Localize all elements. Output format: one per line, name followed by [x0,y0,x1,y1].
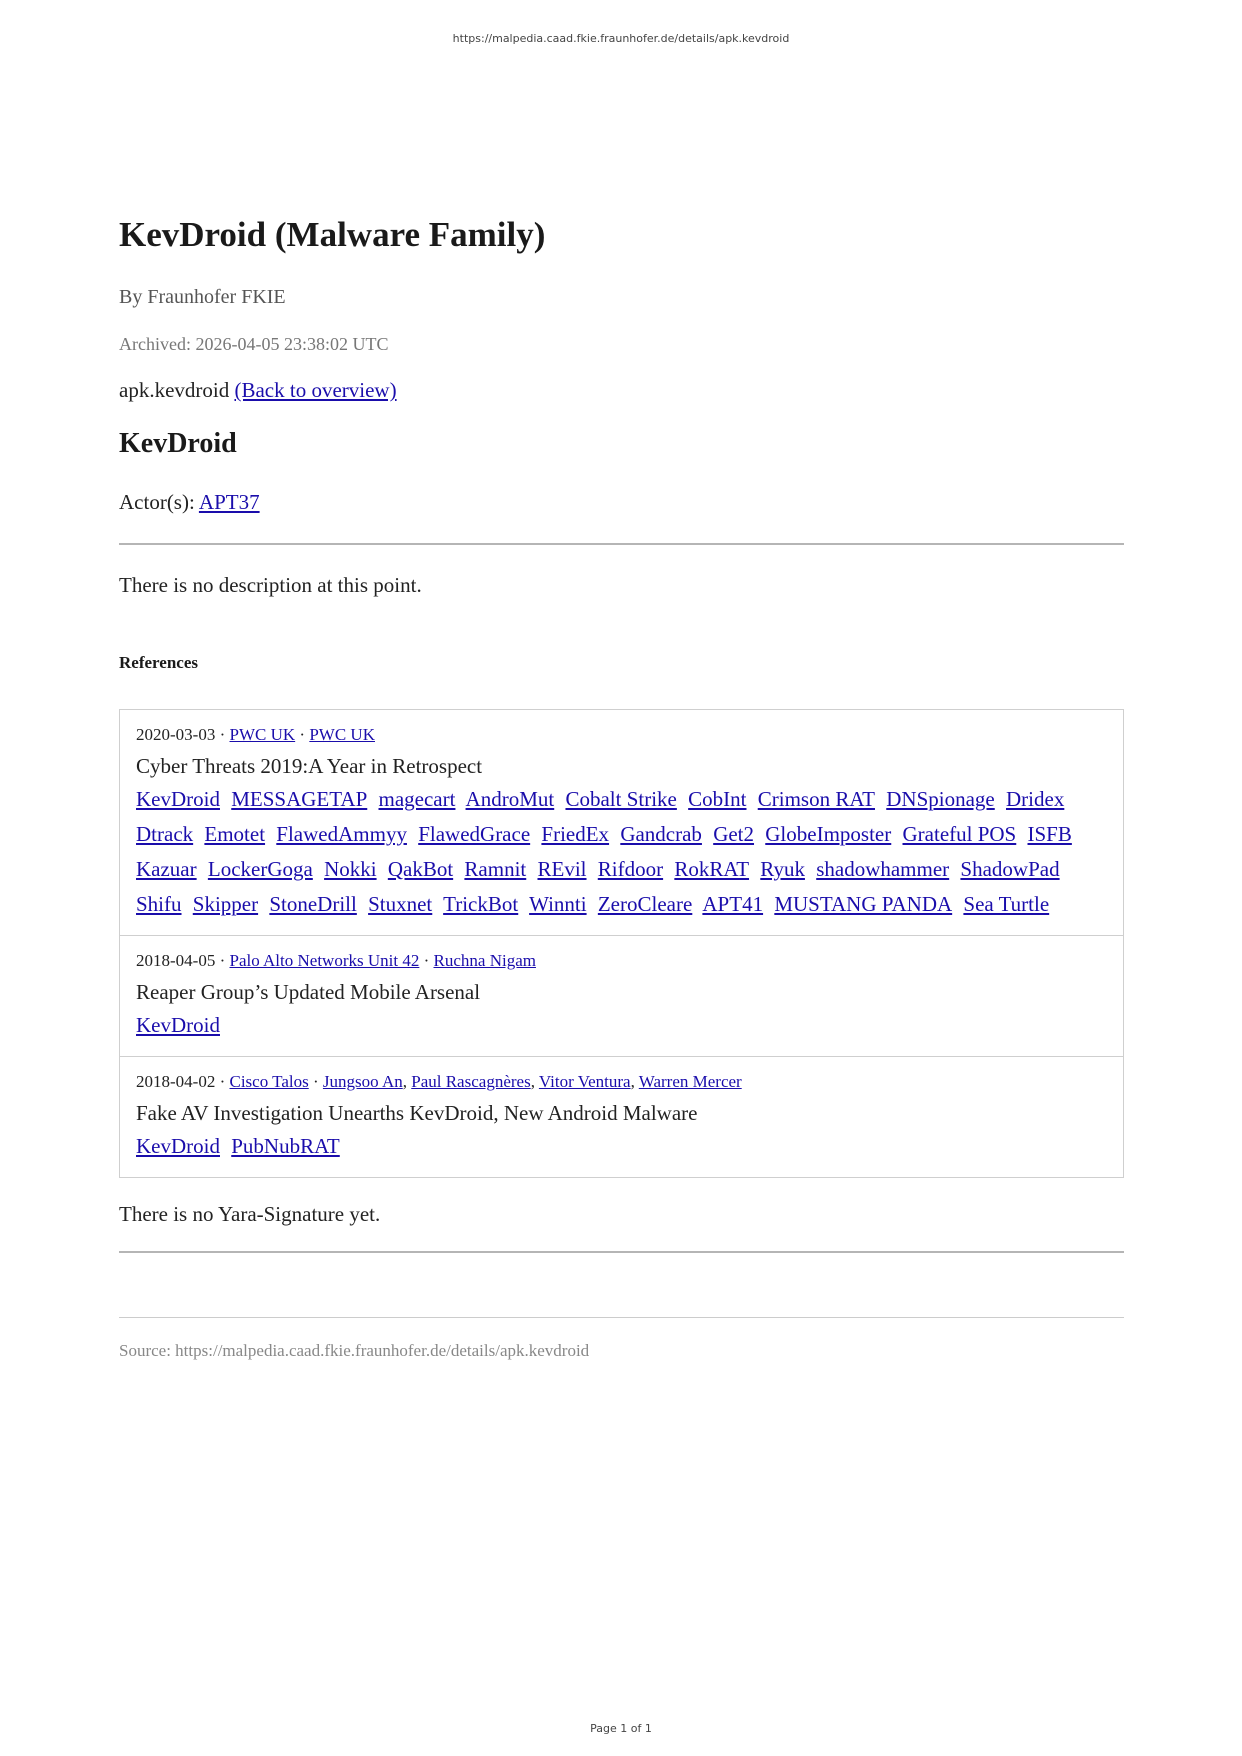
family-tag-link[interactable]: MESSAGETAP [231,787,368,811]
family-tag-link[interactable]: Nokki [324,857,377,881]
family-tag-link[interactable]: Get2 [713,822,755,846]
family-tag-link[interactable]: Skipper [192,892,259,916]
page-header-url: https://malpedia.caad.fkie.fraunhofer.de/details/apk.kevdroid [452,32,790,45]
byline: By Fraunhofer FKIE [119,286,286,308]
family-tag-link[interactable]: Rifdoor [597,857,664,881]
reference-org-link[interactable]: Cisco Talos [229,1072,309,1091]
family-tag-link[interactable]: ShadowPad [960,857,1060,881]
page-number: Page 1 of 1 [590,1722,652,1735]
family-tag-link[interactable]: TrickBot [443,892,519,916]
family-tag-link[interactable]: AndroMut [465,787,555,811]
family-tag-link[interactable]: KevDroid [136,1013,220,1037]
family-tag-link[interactable]: StoneDrill [269,892,357,916]
description: There is no description at this point. [119,573,422,597]
reference-author-link[interactable]: Ruchna Nigam [433,951,536,970]
reference-author-link[interactable]: Vitor Ventura [538,1072,631,1091]
reference-date: 2020-03-03 [136,725,216,744]
family-tag-link[interactable]: DNSpionage [886,787,995,811]
family-tag-link[interactable]: Winnti [529,892,587,916]
reference-row [120,935,1123,1056]
family-tag-link[interactable]: QakBot [387,857,454,881]
separator: · [308,1072,323,1091]
reference-title: Reaper Group’s Updated Mobile Arsenal [136,980,481,1004]
reference-meta [136,1071,1107,1093]
family-tag-link[interactable]: Dridex [1006,787,1065,811]
archived-timestamp: Archived: 2026-04-05 23:38:02 UTC [119,334,389,354]
family-tag-link[interactable]: CobInt [688,787,747,811]
reference-tags [136,1129,1107,1164]
references-table [119,709,1124,1178]
yara-status: There is no Yara-Signature yet. [119,1202,381,1226]
family-id: apk.kevdroid [119,378,230,402]
references-heading: References [119,653,198,672]
reference-tags [136,782,1107,922]
family-heading: KevDroid [119,428,237,459]
family-tag-link[interactable]: APT41 [702,892,764,916]
document-body [119,212,1124,1362]
actors-label: Actor(s): [119,490,195,514]
family-tag-link[interactable]: Sea Turtle [963,892,1050,916]
family-tag-link[interactable]: MUSTANG PANDA [774,892,953,916]
separator: , [402,1072,412,1091]
family-tag-link[interactable]: ISFB [1027,822,1072,846]
back-to-overview-link[interactable]: (Back to overview) [234,378,397,402]
separator: , [630,1072,639,1091]
reference-author-link[interactable]: PWC UK [309,725,375,744]
separator: · [215,725,230,744]
family-tag-link[interactable]: PubNubRAT [231,1134,340,1158]
family-tag-link[interactable]: FlawedAmmyy [276,822,407,846]
family-tag-link[interactable]: RokRAT [674,857,750,881]
reference-date: 2018-04-05 [136,951,216,970]
reference-org-link[interactable]: Palo Alto Networks Unit 42 [229,951,420,970]
family-tag-link[interactable]: GlobeImposter [765,822,892,846]
separator: · [419,951,434,970]
separator: · [215,1072,230,1091]
reference-tags [136,1008,1107,1043]
family-tag-link[interactable]: Emotet [204,822,266,846]
reference-org-link[interactable]: PWC UK [229,725,296,744]
separator: , [530,1072,539,1091]
family-tag-link[interactable]: KevDroid [136,787,220,811]
reference-author-link[interactable]: Jungsoo An [322,1072,403,1091]
family-tag-link[interactable]: REvil [537,857,587,881]
reference-author-link[interactable]: Warren Mercer [638,1072,742,1091]
actors-line [119,488,1124,516]
family-tag-link[interactable]: KevDroid [136,1134,220,1158]
family-tag-link[interactable]: LockerGoga [207,857,313,881]
reference-author-link[interactable]: Paul Rascagnères [411,1072,531,1091]
reference-meta [136,950,1107,972]
separator: · [295,725,310,744]
family-tag-link[interactable]: Stuxnet [368,892,433,916]
family-tag-link[interactable]: Cobalt Strike [565,787,677,811]
family-tag-link[interactable]: magecart [378,787,456,811]
overview-line [119,376,1124,404]
family-tag-link[interactable]: Shifu [136,892,182,916]
page-title: KevDroid (Malware Family) [119,215,546,254]
separator: · [215,951,230,970]
family-tag-link[interactable]: Gandcrab [620,822,702,846]
footer-divider [119,1317,1124,1318]
family-tag-link[interactable]: Crimson RAT [757,787,875,811]
divider [119,543,1124,545]
family-tag-link[interactable]: Dtrack [136,822,194,846]
divider [119,1251,1124,1253]
reference-meta [136,724,1107,746]
family-tag-link[interactable]: Grateful POS [902,822,1017,846]
reference-row [120,1056,1123,1177]
family-tag-link[interactable]: Ryuk [760,857,805,881]
source-url: Source: https://malpedia.caad.fkie.fraunhofer.de/details/apk.kevdroid [119,1341,590,1360]
reference-title: Cyber Threats 2019:A Year in Retrospect [136,754,483,778]
reference-date: 2018-04-02 [136,1072,216,1091]
family-tag-link[interactable]: FlawedGrace [418,822,531,846]
actor-link-apt37[interactable]: APT37 [198,490,260,514]
family-tag-link[interactable]: Ramnit [464,857,527,881]
reference-row [120,710,1123,935]
family-tag-link[interactable]: FriedEx [541,822,610,846]
family-tag-link[interactable]: shadowhammer [816,857,950,881]
family-tag-link[interactable]: ZeroCleare [597,892,693,916]
family-tag-link[interactable]: Kazuar [136,857,197,881]
reference-title: Fake AV Investigation Unearths KevDroid, New Android Malware [136,1101,698,1125]
